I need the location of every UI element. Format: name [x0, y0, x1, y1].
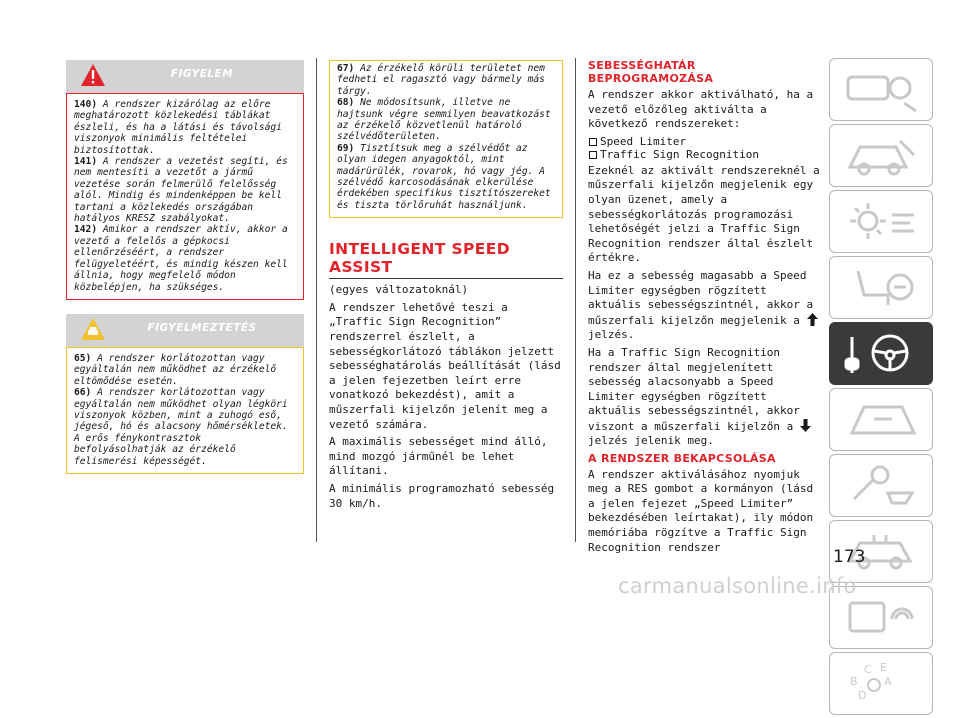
caution-item: 67) Az érzékelő körüli területet nem fedheti el ragasztó vagy bármely más tárgy. — [337, 63, 545, 97]
dashboard-tab-icon — [844, 67, 920, 113]
isa-paragraph: A minimális programozható sebesség 30 km/h. — [329, 482, 555, 510]
isa-paragraph: A maximális sebességet mind álló, mind mozgó járműnél be lehet állítani. — [329, 435, 548, 478]
isa-heading: INTELLIGENT SPEED ASSIST — [329, 240, 511, 277]
isa-paragraph: A rendszer lehetővé teszi a „Traffic Sign Recognition” rendszerrel észlelt, a sebességkorlátozó táblákon jelzett sebességhatárolás beállítását (lásd a jelen fejezetben leírt erre vonatkozó bekezdést), amit a műszerfali kijelzőn jelenít meg a vezető számára. — [329, 300, 561, 431]
caution-item: 69) Tisztítsuk meg a szélvédőt az olyan idegen anyagoktól, mint madárürülék, rovarok, hó vagy jég. A szélvédő karcosodásának elkerülése érdekében specifikus tisztítószereket és tiszta törlőruhát használjunk. — [337, 142, 551, 211]
reprogram-intro: A rendszer akkor aktiválható, ha a vezető előzőleg aktiválta a következő rendszereket: — [588, 88, 814, 131]
caution-item: 68) Ne módosítsunk, illetve ne hajtsunk végre semmilyen beavatkozást az érzékelő közvetlenül határoló szélvédőterületen. — [337, 97, 551, 143]
bullet-item: Traffic Sign Recognition — [588, 148, 822, 161]
tab-dashboard[interactable] — [829, 58, 933, 121]
warning-box-header — [66, 60, 304, 93]
index-letter: C — [864, 663, 872, 676]
column-divider — [316, 58, 317, 542]
tab-driving[interactable] — [829, 322, 933, 385]
warning-box-title: FIGYELEM — [170, 68, 234, 80]
caution-item: 65) A rendszer korlátozottan vagy egyáltalán nem működhet az érzékelő eltömődése esetén. — [74, 352, 277, 387]
tab-lights[interactable] — [829, 190, 933, 253]
reprogram-paragraph: Ha a Traffic Sign Recognition rendszer által megjelenített sebesség alacsonyabb a Speed Limiter egységben rögzített aktuális sebességszintnél, akkor viszont a műszerfali kijelzőn a jelzés jelenik meg. — [588, 346, 822, 449]
column-divider — [575, 58, 576, 542]
reprogram-paragraph: Ha ez a sebesség magasabb a Speed Limiter egységben rögzített aktuális sebességszintnél, akkor a műszerfali kijelzőn megjelenik a jelzés. — [588, 269, 822, 343]
bullet-item: Speed Limiter — [588, 135, 822, 148]
reprogram-paragraph: Ezeknél az aktivált rendszereknél a műszerfali kijelzőn megjelenik egy olyan üzenet, amely a sebességkorlátozás programozási lehetőségét jelzi a Traffic Sign Recognition rendszer által észlelt értékre. — [588, 163, 820, 265]
seat-tab-icon — [844, 265, 920, 311]
caution-continued-box — [329, 60, 563, 218]
warning-box-body — [66, 93, 304, 300]
left-column — [66, 60, 304, 474]
warning-item: 140) A rendszer kizárólag az előre meghatározott közlekedési táblákat észleli, és ha a látási és távolsági viszonyok minimális feltételei biztosítottak. — [74, 99, 282, 156]
index-letter: A — [884, 675, 892, 688]
tab-service[interactable] — [829, 454, 933, 517]
arrow-up-icon — [807, 313, 818, 326]
index-letter: B — [850, 675, 858, 688]
caution-box-title: FIGYELMEZTETÉS — [147, 321, 257, 334]
isa-variant-note: (egyes változatoknál) — [329, 283, 469, 297]
page-number: 173 — [833, 547, 866, 567]
switch-on-heading: A RENDSZER BEKAPCSOLÁSA — [588, 452, 776, 466]
watermark: carmanualsonline.info — [618, 574, 857, 598]
switch-on-paragraph: A rendszer aktiválásához nyomjuk meg a RES gombot a kormányon (lásd a jelen fejezet „Speed Limiter” bekezdésében leírtakat), ily módon memóriába rögzítve a Traffic Sign Recognition rendszer — [588, 467, 814, 554]
middle-column — [329, 60, 563, 514]
right-column — [588, 60, 822, 558]
warning-item: 141) A rendszer a vezetést segíti, és nem mentesíti a vezetőt a jármű vezetése során felmerülő felelősség alól. Mindig és mindenképpen be kell tartani a közlekedés országában hatályos KRESZ szabályokat. — [74, 156, 288, 225]
multimedia-tab-icon — [844, 595, 920, 641]
index-tab-icon — [844, 661, 920, 707]
tab-warning[interactable] — [829, 388, 933, 451]
index-letter: E — [880, 661, 887, 674]
chapter-tabs — [829, 58, 933, 718]
arrow-down-icon — [800, 419, 811, 432]
service-tab-icon — [844, 463, 920, 509]
tab-safety[interactable] — [829, 124, 933, 187]
tab-index[interactable] — [829, 652, 933, 715]
reprogram-heading: SEBESSÉGHATÁR BEPROGRAMOZÁSA — [588, 59, 714, 85]
caution-box-header — [66, 314, 304, 347]
tab-seat[interactable] — [829, 256, 933, 319]
index-letter: D — [858, 689, 867, 702]
heading-rule — [329, 278, 563, 279]
lights-tab-icon — [844, 199, 920, 245]
safety-tab-icon — [844, 133, 920, 179]
warning-tab-icon — [844, 397, 920, 443]
caution-item: 66) A rendszer korlátozottan vagy egyáltalán nem működhet olyan légköri viszonyok közben, mint a zuhogó eső, jégeső, hó és alacsony hőmérsékletek. A erős fénykontrasztok befolyásolhatják az érzékelő felismerési képességét. — [74, 387, 288, 467]
warning-item: 142) Amikor a rendszer aktív, akkor a vezető a felelős a gépkocsi ellenőrzéséért, a rendszer felügyeletéért, és mindig készen kell állnia, hogy megfelelő módon közbelépjen, ha szükséges. — [74, 224, 288, 293]
caution-box-body — [66, 347, 304, 474]
driving-tab-icon — [844, 331, 920, 377]
